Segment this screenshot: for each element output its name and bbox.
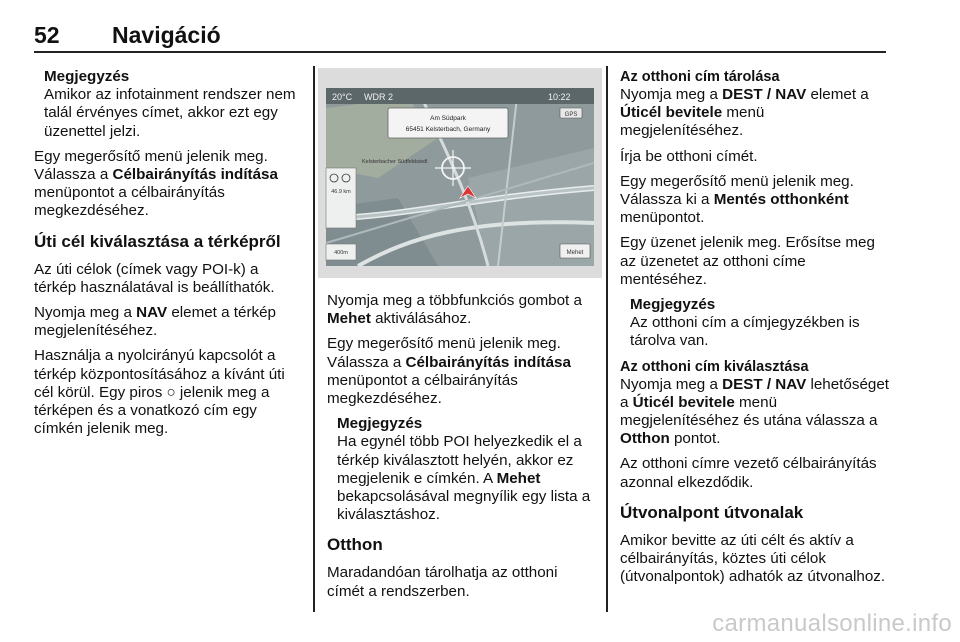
paragraph: Nyomja meg a DEST / NAV lehetőséget a Úticél bevitele menü megjelenítéséhez és utána válassza a Otthon pontot.	[620, 375, 890, 448]
paragraph: Amikor bevitte az úti célt és aktív a célbairányítás, köztes úti célok (útvonalpontok) adhatók az útvonalhoz.	[620, 531, 886, 586]
map-speed: 46.9 km	[331, 189, 351, 195]
button-ref: DEST / NAV	[722, 86, 807, 103]
watermark: carmanualsonline.info	[712, 610, 952, 637]
section-heading: Úti cél kiválasztása a térképről	[34, 231, 281, 251]
note-box	[327, 415, 595, 524]
paragraph: Az úti célok (címek vagy POI-k) a térkép használatával is beállíthatók.	[34, 260, 275, 296]
note-heading: Megjegyzés	[44, 68, 130, 85]
menu-item-ref: Úticél bevitele	[632, 393, 735, 411]
map-radio-channel: WDR 2	[364, 92, 393, 102]
paragraph: Írja be otthoni címét.	[620, 147, 758, 165]
page-number: 52	[34, 22, 60, 48]
note-text: Ha egynél több POI helyezkedik el a térkép kiválasztott helyén, akkor ez megjelenik e címkén. A Mehet bekapcsolásával megnyílik egy lista a kiválasztáshoz.	[337, 433, 591, 524]
button-ref: Mehet	[496, 469, 541, 487]
menu-item-ref: Otthon	[620, 430, 670, 448]
subsection-heading: Az otthoni cím kiválasztása	[620, 358, 809, 375]
menu-item-ref: Célbairányítás indítása	[405, 353, 571, 371]
paragraph: Nyomja meg a DEST / NAV elemet a Úticél bevitele menü megjelenítéséhez.	[620, 86, 869, 140]
map-temperature: 20°C	[332, 92, 353, 102]
note-heading: Megjegyzés	[337, 415, 423, 433]
column-2	[327, 292, 595, 608]
navigation-map-screenshot	[318, 68, 602, 278]
map-gps-badge: GPS	[564, 112, 578, 118]
paragraph: Nyomja meg a NAV elemet a térkép megjelenítéséhez.	[34, 304, 276, 340]
subsection-heading: Az otthoni cím tárolása	[620, 69, 780, 85]
button-ref: NAV	[136, 304, 168, 322]
paragraph: Egy megerősítő menü jelenik meg. Válassza a Célbairányítás indítása menüpontot a célbairányítás megkezdéséhez.	[34, 147, 278, 220]
map-clock: 10:22	[548, 92, 571, 102]
paragraph: Egy megerősítő menü jelenik meg. Válassza ki a Mentés otthonként menüpontot.	[620, 172, 854, 227]
note-box	[620, 296, 890, 351]
paragraph: Használja a nyolcirányú kapcsolót a térkép központosításához a kívánt úti cél körül. Egy piros ○ jelenik meg a térképen és a vonatkozó cím egy címkén jelenik meg.	[34, 347, 285, 438]
map-address-line2: 65451 Kelsterbach, Germany	[405, 126, 491, 133]
note-heading: Megjegyzés	[630, 296, 716, 314]
button-ref: DEST / NAV	[722, 375, 807, 393]
note-text: Amikor az infotainment rendszer nem talál érvényes címet, akkor ezt egy üzenettel jelzi.	[44, 86, 296, 140]
column-1	[34, 68, 304, 445]
paragraph: Egy üzenet jelenik meg. Erősítse meg az üzenetet az otthoni címe mentéséhez.	[620, 234, 875, 288]
paragraph: Egy megerősítő menü jelenik meg. Válassza a Célbairányítás indítása menüpontot a célbairányítás megkezdéséhez.	[327, 335, 571, 408]
section-title: Navigáció	[112, 22, 221, 48]
menu-item-ref: Úticél bevitele	[620, 104, 723, 122]
paragraph: Az otthoni címre vezető célbairányítás azonnal elkezdődik.	[620, 455, 877, 491]
paragraph: Maradandóan tárolhatja az otthoni címét a rendszerben.	[327, 564, 558, 600]
note-text: Az otthoni cím a címjegyzékben is tárolva van.	[630, 314, 860, 350]
map-scale: 400m	[334, 250, 348, 256]
header-rule	[34, 51, 886, 53]
paragraph: Nyomja meg a többfunkciós gombot a Mehet aktiválásához.	[327, 292, 582, 328]
map-address-line1: Am Südpark	[430, 115, 466, 122]
note-box	[34, 68, 304, 141]
menu-item-ref: Mentés otthonként	[713, 191, 849, 209]
column-divider-left	[313, 66, 315, 612]
section-heading: Útvonalpont útvonalak	[620, 502, 804, 522]
column-3	[620, 68, 890, 593]
map-mehet-button[interactable]: Mehet	[566, 250, 584, 256]
button-ref: Mehet	[327, 310, 371, 328]
section-heading: Otthon	[327, 535, 383, 555]
map-district-label: Kelsterbacher Südfeldsiedl	[362, 159, 428, 165]
column-divider-right	[606, 66, 608, 612]
menu-item-ref: Célbairányítás indítása	[112, 166, 278, 184]
